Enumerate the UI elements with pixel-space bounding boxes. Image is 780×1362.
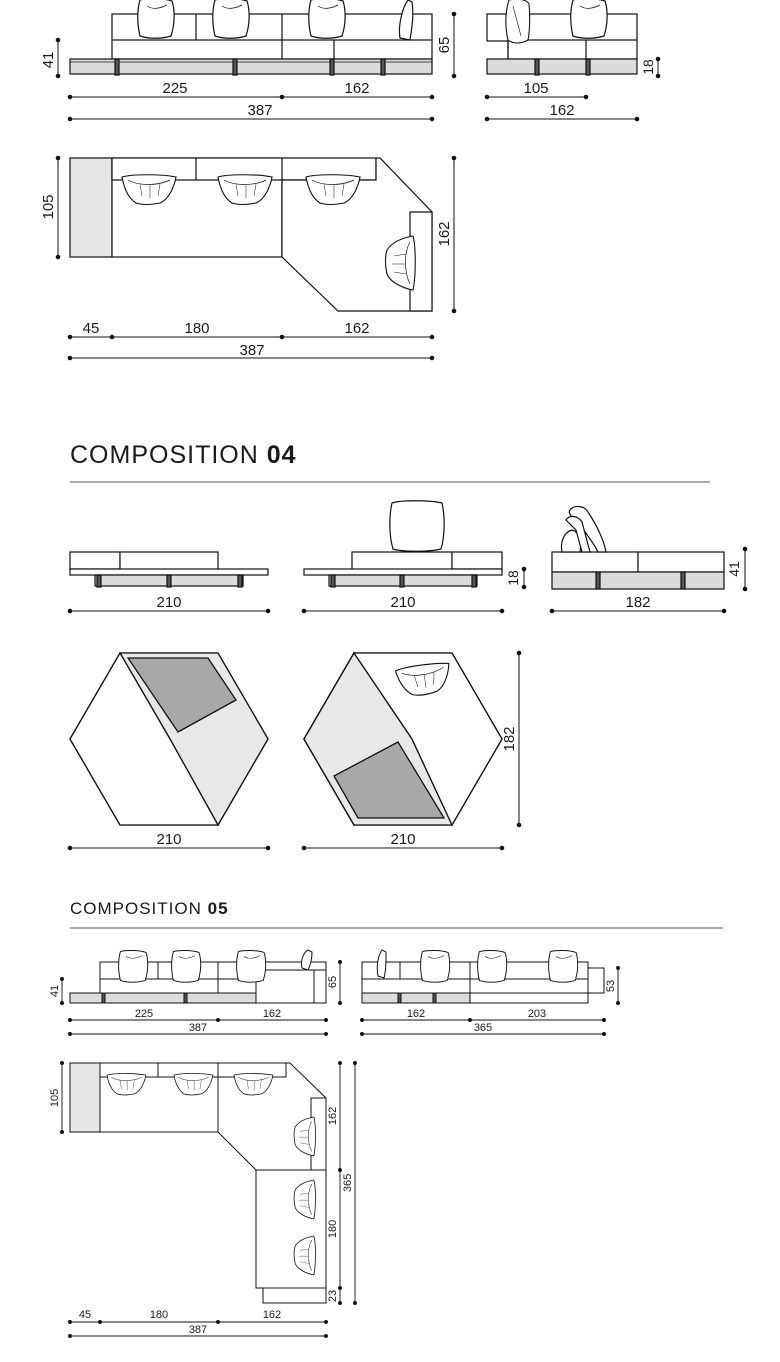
dim-label: 162 bbox=[327, 1106, 339, 1126]
dim-label: 65 bbox=[436, 36, 453, 54]
dim-label: 162 bbox=[436, 221, 453, 247]
c04-plan-1 bbox=[70, 653, 268, 825]
dim-label: 23 bbox=[327, 1289, 339, 1303]
dim-label: 210 bbox=[390, 831, 416, 848]
dim-label: 105 bbox=[49, 1088, 61, 1108]
heading-number: 04 bbox=[266, 441, 297, 469]
dim-label: 105 bbox=[523, 80, 549, 97]
dim-label: 162 bbox=[549, 102, 575, 119]
dim-label: 41 bbox=[40, 51, 57, 69]
dim-label: 18 bbox=[640, 59, 656, 75]
dim-label: 180 bbox=[184, 320, 210, 337]
dim-label: 53 bbox=[605, 979, 617, 993]
c04-elevation-1 bbox=[70, 552, 268, 587]
dim-label: 41 bbox=[726, 561, 742, 577]
dim-label: 180 bbox=[149, 1309, 169, 1321]
dim-label: 162 bbox=[344, 320, 370, 337]
c03-front-elevation-b bbox=[487, 0, 637, 75]
dim-label: 162 bbox=[262, 1309, 282, 1321]
dim-label: 210 bbox=[156, 594, 182, 611]
c05-front-elevation-b bbox=[362, 950, 604, 1003]
c04-plan-2 bbox=[304, 653, 502, 825]
dim-label: 162 bbox=[406, 1008, 426, 1020]
dim-label: 203 bbox=[527, 1008, 547, 1020]
c03-front-elevation-a bbox=[70, 0, 432, 75]
dim-label: 182 bbox=[625, 594, 651, 611]
dim-label: 365 bbox=[473, 1022, 493, 1034]
dim-label: 180 bbox=[327, 1219, 339, 1239]
dim-label: 18 bbox=[505, 570, 521, 586]
dim-label: 45 bbox=[82, 320, 100, 337]
heading-prefix: COMPOSITION bbox=[70, 899, 202, 918]
heading-prefix: COMPOSITION bbox=[70, 441, 259, 469]
heading-number: 05 bbox=[207, 899, 229, 918]
c04-elevation-3 bbox=[552, 506, 724, 589]
c03-plan-view bbox=[70, 158, 432, 311]
dim-label: 387 bbox=[188, 1022, 208, 1034]
dim-label: 387 bbox=[239, 342, 265, 359]
dim-label: 210 bbox=[156, 831, 182, 848]
dim-label: 225 bbox=[134, 1008, 154, 1020]
dim-label: 365 bbox=[342, 1173, 354, 1193]
c05-front-elevation-a bbox=[70, 950, 326, 1003]
dim-label: 65 bbox=[327, 975, 339, 989]
dim-label: 41 bbox=[49, 984, 61, 998]
dim-label: 162 bbox=[344, 80, 370, 97]
dim-label: 225 bbox=[162, 80, 188, 97]
c04-elevation-2 bbox=[304, 501, 502, 587]
dim-label: 45 bbox=[78, 1309, 92, 1321]
dim-label: 210 bbox=[390, 594, 416, 611]
dim-label: 105 bbox=[40, 194, 57, 220]
dim-label: 387 bbox=[188, 1324, 208, 1336]
dim-label: 182 bbox=[501, 726, 518, 752]
c05-plan-view bbox=[70, 1063, 326, 1303]
dim-label: 162 bbox=[262, 1008, 282, 1020]
dim-label: 387 bbox=[247, 102, 273, 119]
